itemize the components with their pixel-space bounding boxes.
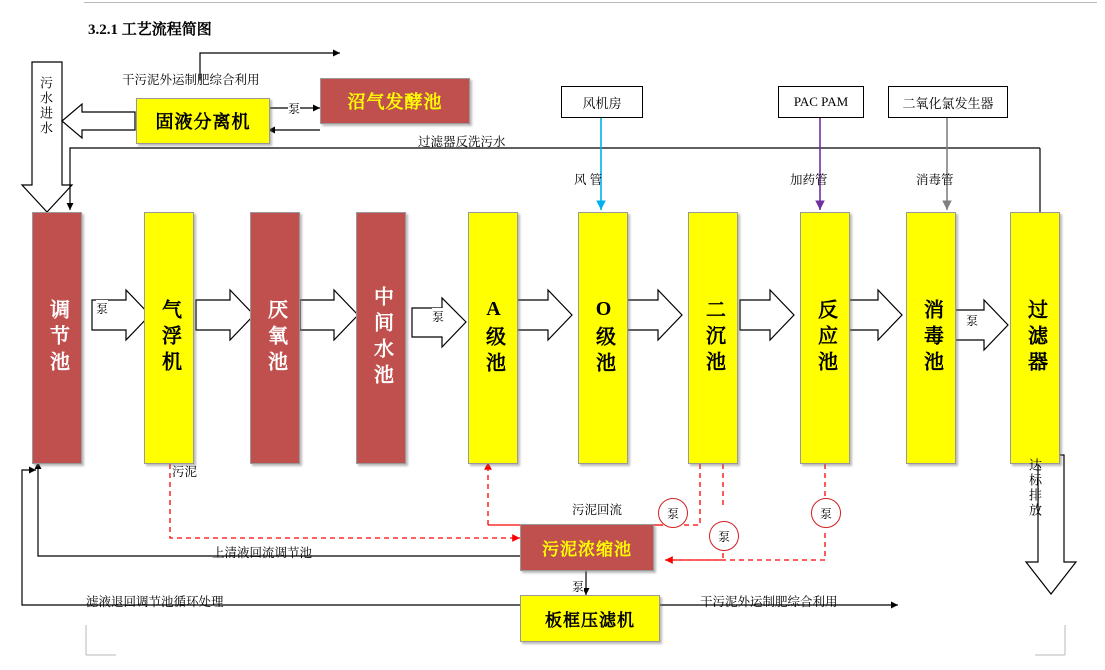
tank-yanyangchi[interactable] (250, 212, 300, 464)
box-label: 沼气发酵池 (347, 92, 443, 112)
tank-guolvqi[interactable] (1010, 212, 1060, 464)
tank-label: 调节池 (46, 299, 69, 377)
label-dry-sludge-top: 干污泥外运制肥综合利用 (122, 73, 260, 87)
input-eryanghualv[interactable] (888, 86, 1008, 118)
box-label: 污泥浓缩池 (542, 540, 632, 559)
tank-zhongjianshuichi[interactable] (356, 212, 406, 464)
tank-ojichi[interactable] (578, 212, 628, 464)
box-label: 板框压滤机 (545, 611, 635, 630)
input-label: PAC PAM (793, 94, 849, 109)
tank-label: A级池 (482, 298, 505, 378)
label-dosing-pipe: 加药管 (790, 173, 828, 187)
pump-guyefenliji: 泵 (288, 102, 301, 116)
box-zhaoqifajiaochi[interactable] (320, 78, 470, 124)
tank-label: 气浮机 (158, 299, 181, 377)
box-label: 固液分离机 (155, 112, 251, 132)
label-filtrate-return: 滤液退回调节池循环处理 (86, 595, 224, 609)
page-title: 3.2.1 工艺流程简图 (88, 22, 212, 38)
input-fengjifang[interactable] (561, 86, 643, 118)
label-disinfect-pipe: 消毒管 (916, 173, 954, 187)
label-filter-backwash: 过滤器反洗污水 (418, 135, 506, 149)
tank-ajichi[interactable] (468, 212, 518, 464)
tank-label: 中间水池 (370, 286, 393, 390)
box-wunishaosuochi[interactable] (520, 524, 654, 571)
tank-tiaojiechi[interactable] (32, 212, 82, 464)
tank-label: 过滤器 (1024, 299, 1047, 377)
box-bankuangyaluji[interactable] (520, 595, 660, 642)
label-discharge: 达标排放 (1027, 458, 1042, 518)
input-pac-pam[interactable] (778, 86, 864, 118)
tank-qifuji[interactable] (144, 212, 194, 464)
label-inlet: 污水进水 (38, 76, 53, 136)
pump-tiaojiechi: 泵 (96, 302, 109, 316)
pump-zhongjianshuichi: 泵 (432, 310, 445, 324)
tank-label: 二沉池 (702, 299, 725, 377)
pump-erchenchi-2: 泵 (709, 521, 739, 551)
tank-label: 反应池 (814, 299, 837, 377)
pump-erchenchi-1: 泵 (658, 498, 688, 528)
pump-fanyingchi: 泵 (811, 498, 841, 528)
label-air-pipe: 风 管 (574, 173, 603, 187)
label-sludge-return: 污泥回流 (572, 503, 623, 517)
input-label: 风机房 (582, 95, 622, 111)
pump-bankuangyaluji: 泵 (572, 580, 585, 594)
pump-xiaoduchi: 泵 (966, 314, 979, 328)
label-dry-sludge-bottom: 干污泥外运制肥综合利用 (700, 595, 838, 609)
label-sludge: 污泥 (172, 465, 198, 479)
tank-xiaoduchi[interactable] (906, 212, 956, 464)
box-guyefenliji[interactable] (136, 98, 270, 144)
input-label: 二氧化氯发生器 (902, 95, 994, 111)
tank-erchenchi[interactable] (688, 212, 738, 464)
label-supernatant-return: 上清液回流调节池 (212, 546, 313, 560)
tank-label: 厌氧池 (264, 299, 287, 377)
tank-fanyingchi[interactable] (800, 212, 850, 464)
tank-label: O级池 (592, 298, 615, 378)
tank-label: 消毒池 (920, 299, 943, 377)
